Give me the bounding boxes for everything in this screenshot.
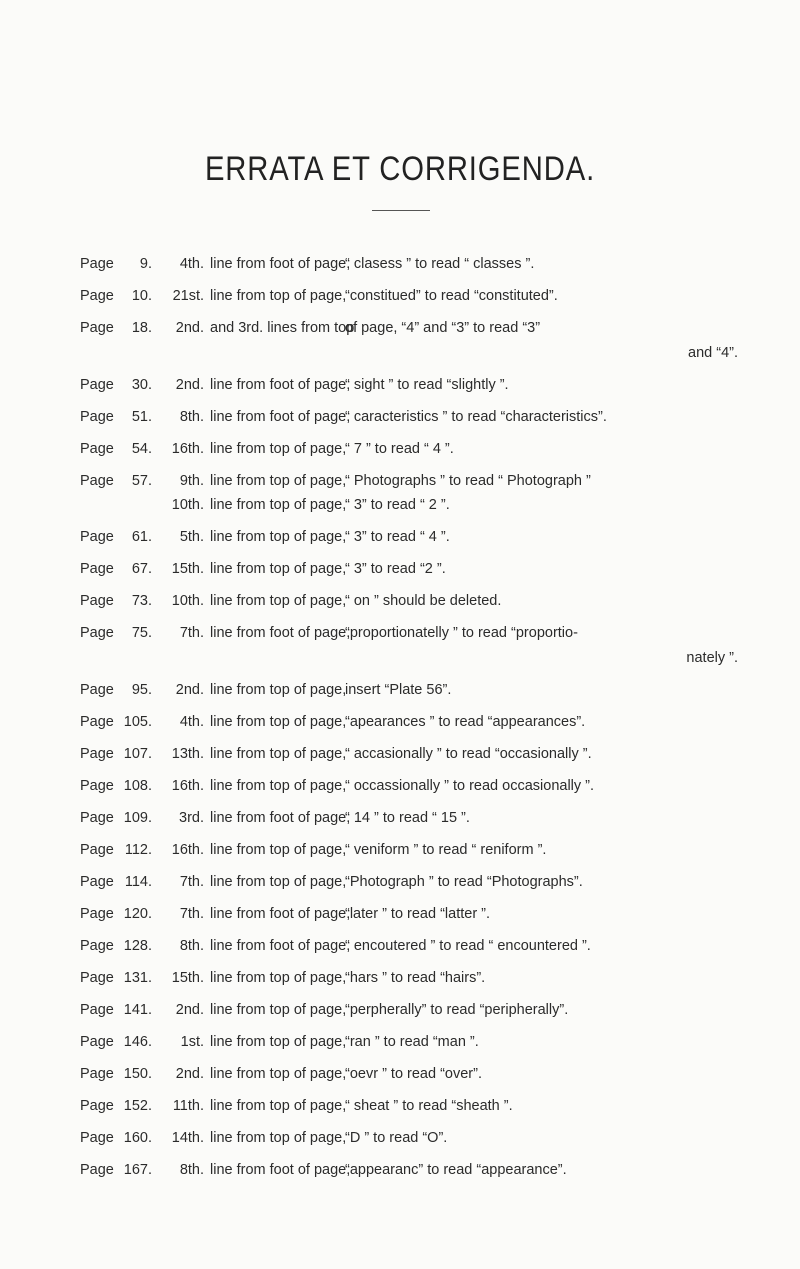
entry-location: line from top of page, bbox=[210, 714, 347, 730]
errata-entry bbox=[0, 775, 800, 797]
entry-correction: “appearanc” to read “appearance”. bbox=[345, 1162, 567, 1178]
entry-line-number: 4th. bbox=[179, 714, 204, 730]
entry-page-number: 9. bbox=[139, 256, 152, 272]
entry-label: Page bbox=[80, 409, 114, 425]
entry-page-number: 109. bbox=[123, 810, 152, 826]
entry-correction: “constitued” to read “constituted”. bbox=[345, 288, 558, 304]
entry-location: line from foot of page, bbox=[210, 938, 351, 954]
errata-entry bbox=[0, 807, 800, 829]
entry-label: Page bbox=[80, 593, 114, 609]
entry-location: line from top of page, bbox=[210, 441, 347, 457]
entry-location: line from top of page, bbox=[210, 746, 347, 762]
page-title: ERRATA ET CORRIGENDA. bbox=[204, 150, 596, 188]
entry-line-number: 9th. bbox=[179, 473, 204, 489]
entry-location: line from foot of page, bbox=[210, 625, 351, 641]
entry-correction: “oevr ” to read “over”. bbox=[345, 1066, 482, 1082]
entry-label: Page bbox=[80, 1066, 114, 1082]
entry-page-number: 95. bbox=[131, 682, 152, 698]
errata-continuation-line bbox=[0, 647, 800, 669]
entry-label: Page bbox=[80, 778, 114, 794]
entry-line-number: 7th. bbox=[179, 874, 204, 890]
entry-line-number: 8th. bbox=[179, 1162, 204, 1178]
entry-label: Page bbox=[80, 1034, 114, 1050]
errata-entry bbox=[0, 438, 800, 460]
entry-correction: “apearances ” to read “appearances”. bbox=[345, 714, 586, 730]
errata-entry bbox=[0, 935, 800, 957]
errata-entry bbox=[0, 967, 800, 989]
continuation-text: and “4”. bbox=[688, 345, 738, 361]
entry-location: line from foot of page, bbox=[210, 810, 351, 826]
entry-correction: “ 7 ” to read “ 4 ”. bbox=[345, 441, 454, 457]
entry-page-number: 128. bbox=[123, 938, 152, 954]
entry-correction: insert “Plate 56”. bbox=[345, 682, 452, 698]
entry-correction: “ran ” to read “man ”. bbox=[345, 1034, 479, 1050]
entry-correction: “ veniform ” to read “ reniform ”. bbox=[345, 842, 547, 858]
entry-label: Page bbox=[80, 714, 114, 730]
entry-location: line from foot of page, bbox=[210, 256, 351, 272]
errata-entry bbox=[0, 871, 800, 893]
entry-location: line from top of page, bbox=[210, 970, 347, 986]
errata-entry bbox=[0, 903, 800, 925]
entry-location: line from foot of page, bbox=[210, 409, 351, 425]
entry-label: Page bbox=[80, 625, 114, 641]
entry-page-number: 150. bbox=[123, 1066, 152, 1082]
entry-correction: “ sheat ” to read “sheath ”. bbox=[345, 1098, 513, 1114]
entry-label: Page bbox=[80, 970, 114, 986]
entry-correction: “ on ” should be deleted. bbox=[345, 593, 502, 609]
entry-page-number: 146. bbox=[123, 1034, 152, 1050]
errata-entry bbox=[0, 470, 800, 492]
entry-line-number: 13th. bbox=[171, 746, 204, 762]
entry-location: line from top of page, bbox=[210, 473, 347, 489]
entry-page-number: 54. bbox=[131, 441, 152, 457]
entry-page-number: 114. bbox=[124, 874, 152, 890]
entry-page-number: 51. bbox=[131, 409, 152, 425]
title-divider bbox=[372, 210, 430, 211]
errata-entry bbox=[0, 839, 800, 861]
entry-label: Page bbox=[80, 1130, 114, 1146]
entry-location: line from foot of page, bbox=[210, 1162, 351, 1178]
entry-label: Page bbox=[80, 906, 114, 922]
entry-page-number: 131. bbox=[123, 970, 152, 986]
entry-location: line from foot of page, bbox=[210, 377, 351, 393]
entry-label: Page bbox=[80, 377, 114, 393]
errata-entry bbox=[0, 253, 800, 275]
errata-entry bbox=[0, 1095, 800, 1117]
entry-page-number: 160. bbox=[123, 1130, 152, 1146]
entry-location: line from top of page, bbox=[210, 561, 347, 577]
entry-page-number: 30. bbox=[131, 377, 152, 393]
entry-page-number: 112. bbox=[124, 842, 152, 858]
entry-line-number: 8th. bbox=[179, 409, 204, 425]
entry-correction: “ accasionally ” to read “occasionally ”. bbox=[345, 746, 592, 762]
entry-label: Page bbox=[80, 938, 114, 954]
errata-entry bbox=[0, 679, 800, 701]
entry-label: Page bbox=[80, 561, 114, 577]
entry-line-number: 5th. bbox=[179, 529, 204, 545]
entry-page-number: 108. bbox=[123, 778, 152, 794]
entry-line-number: 15th. bbox=[171, 970, 204, 986]
entry-line-number: 7th. bbox=[179, 625, 204, 641]
entry-correction: “ clasess ” to read “ classes ”. bbox=[345, 256, 535, 272]
entry-location: line from foot of page, bbox=[210, 906, 351, 922]
entry-label: Page bbox=[80, 1002, 114, 1018]
entry-correction: “later ” to read “latter ”. bbox=[345, 906, 491, 922]
entry-page-number: 10. bbox=[131, 288, 152, 304]
entry-line-number: 14th. bbox=[171, 1130, 204, 1146]
errata-entry bbox=[0, 374, 800, 396]
errata-entry bbox=[0, 526, 800, 548]
entry-location: line from top of page, bbox=[210, 1066, 347, 1082]
entry-line-number: 2nd. bbox=[175, 320, 204, 336]
entry-line-number: 16th. bbox=[171, 441, 204, 457]
entry-location: line from top of page, bbox=[210, 682, 347, 698]
entry-line-number: 21st. bbox=[172, 288, 204, 304]
entry-line-number: 10th. bbox=[171, 593, 204, 609]
errata-entry bbox=[0, 743, 800, 765]
entry-page-number: 105. bbox=[123, 714, 152, 730]
entry-location: line from top of page, bbox=[210, 1098, 347, 1114]
entry-correction: “ 3” to read “2 ”. bbox=[345, 561, 446, 577]
entry-page-number: 75. bbox=[131, 625, 152, 641]
entry-label: Page bbox=[80, 682, 114, 698]
entry-line-number: 10th. bbox=[171, 497, 204, 513]
entry-page-number: 141. bbox=[123, 1002, 152, 1018]
entry-location: line from top of page, bbox=[210, 529, 347, 545]
errata-entry bbox=[0, 999, 800, 1021]
entry-label: Page bbox=[80, 256, 114, 272]
errata-entry bbox=[0, 1159, 800, 1181]
entry-page-number: 73. bbox=[131, 593, 152, 609]
entry-location: line from top of page, bbox=[210, 874, 347, 890]
entry-page-number: 167. bbox=[123, 1162, 152, 1178]
entry-location: line from top of page, bbox=[210, 497, 347, 513]
entry-page-number: 61. bbox=[131, 529, 152, 545]
entry-correction: “perpherally” to read “peripherally”. bbox=[345, 1002, 569, 1018]
entry-label: Page bbox=[80, 810, 114, 826]
entry-page-number: 107. bbox=[123, 746, 152, 762]
errata-entry bbox=[0, 285, 800, 307]
entry-line-number: 2nd. bbox=[175, 682, 204, 698]
entry-line-number: 16th. bbox=[171, 778, 204, 794]
entry-label: Page bbox=[80, 1098, 114, 1114]
entry-location: line from top of page, bbox=[210, 778, 347, 794]
entry-line-number: 2nd. bbox=[175, 1066, 204, 1082]
errata-entry bbox=[0, 1127, 800, 1149]
errata-continuation-line bbox=[0, 342, 800, 364]
entry-line-number: 4th. bbox=[179, 256, 204, 272]
entry-page-number: 120. bbox=[123, 906, 152, 922]
entry-page-number: 57. bbox=[131, 473, 152, 489]
errata-entry bbox=[0, 622, 800, 644]
entry-label: Page bbox=[80, 320, 114, 336]
entry-correction: “proportionatelly ” to read “proportio- bbox=[345, 625, 578, 641]
continuation-text: nately ”. bbox=[686, 650, 738, 666]
errata-entry bbox=[0, 406, 800, 428]
entry-page-number: 18. bbox=[131, 320, 152, 336]
entry-line-number: 3rd. bbox=[179, 810, 204, 826]
entry-correction: “ 3” to read “ 4 ”. bbox=[345, 529, 450, 545]
entry-correction: “ Photographs ” to read “ Photograph ” bbox=[345, 473, 591, 489]
entry-correction: “ 14 ” to read “ 15 ”. bbox=[345, 810, 470, 826]
entry-page-number: 67. bbox=[131, 561, 152, 577]
entry-location: line from top of page, bbox=[210, 593, 347, 609]
entry-line-number: 15th. bbox=[171, 561, 204, 577]
entry-correction: “hars ” to read “hairs”. bbox=[345, 970, 486, 986]
entry-line-number: 8th. bbox=[179, 938, 204, 954]
entry-correction: “ occassionally ” to read occasionally ”. bbox=[345, 778, 595, 794]
entry-line-number: 11th. bbox=[172, 1098, 204, 1114]
entry-page-number: 152. bbox=[123, 1098, 152, 1114]
entry-label: Page bbox=[80, 746, 114, 762]
entry-correction: of page, “4” and “3” to read “3” bbox=[345, 320, 541, 336]
entry-line-number: 16th. bbox=[171, 842, 204, 858]
entry-location: line from top of page, bbox=[210, 288, 347, 304]
entry-label: Page bbox=[80, 441, 114, 457]
entry-line-number: 1st. bbox=[180, 1034, 204, 1050]
entry-label: Page bbox=[80, 1162, 114, 1178]
errata-entry bbox=[0, 494, 800, 516]
entry-line-number: 2nd. bbox=[175, 377, 204, 393]
entry-location: line from top of page, bbox=[210, 1002, 347, 1018]
errata-entry bbox=[0, 317, 800, 339]
errata-entry bbox=[0, 558, 800, 580]
errata-entry bbox=[0, 711, 800, 733]
errata-entry bbox=[0, 590, 800, 612]
entry-label: Page bbox=[80, 473, 114, 489]
entry-correction: “ encoutered ” to read “ encountered ”. bbox=[345, 938, 591, 954]
entry-location: and 3rd. lines from top bbox=[210, 320, 355, 336]
entry-location: line from top of page, bbox=[210, 842, 347, 858]
entry-correction: “ caracteristics ” to read “characteristics”. bbox=[345, 409, 607, 425]
entry-correction: “ 3” to read “ 2 ”. bbox=[345, 497, 450, 513]
entry-location: line from top of page, bbox=[210, 1034, 347, 1050]
entry-correction: “Photograph ” to read “Photographs”. bbox=[345, 874, 583, 890]
errata-entry bbox=[0, 1063, 800, 1085]
entry-line-number: 2nd. bbox=[175, 1002, 204, 1018]
entry-line-number: 7th. bbox=[179, 906, 204, 922]
entry-correction: “ sight ” to read “slightly ”. bbox=[345, 377, 509, 393]
entry-correction: “D ” to read “O”. bbox=[345, 1130, 448, 1146]
errata-entry bbox=[0, 1031, 800, 1053]
entry-label: Page bbox=[80, 529, 114, 545]
entry-label: Page bbox=[80, 842, 114, 858]
entry-label: Page bbox=[80, 288, 114, 304]
entry-location: line from top of page, bbox=[210, 1130, 347, 1146]
entry-label: Page bbox=[80, 874, 114, 890]
